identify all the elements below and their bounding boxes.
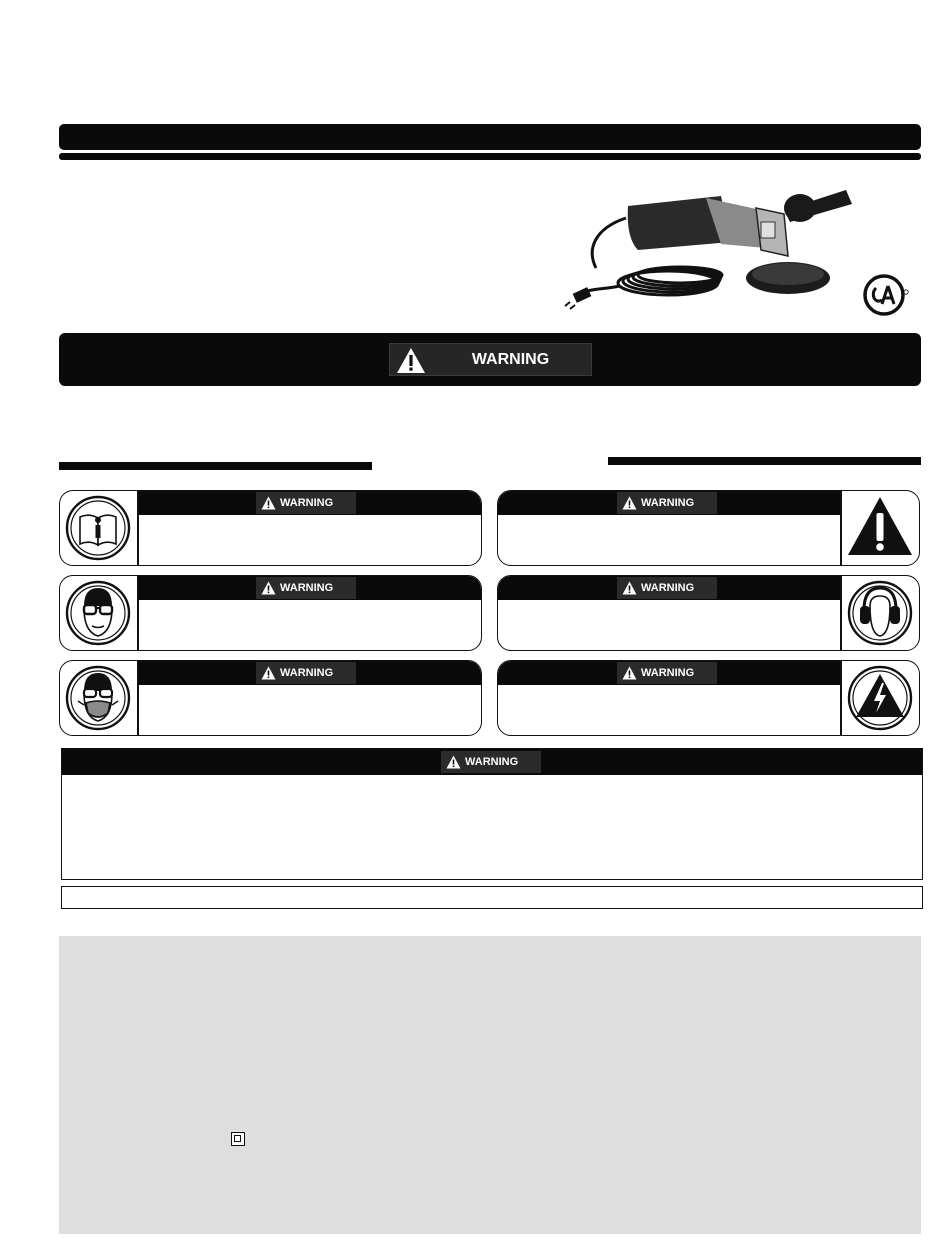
angle-grinder-illustration <box>556 178 856 318</box>
ear-protection-icon <box>842 576 919 651</box>
safety-panel-respiratory-protection <box>59 660 482 736</box>
warning-label: WARNING <box>471 351 550 368</box>
warning-chip <box>617 577 717 599</box>
csa-certification-icon <box>862 270 912 320</box>
warning-chip-label: WARNING <box>465 756 519 768</box>
warning-chip <box>617 492 717 514</box>
warning-chip-label: WARNING <box>280 497 334 509</box>
panel-header <box>138 576 481 600</box>
panel-header <box>498 491 841 515</box>
warning-chip <box>256 492 356 514</box>
warning-chip <box>256 662 356 684</box>
warning-chip <box>441 751 541 773</box>
panel-header <box>138 661 481 685</box>
panel-header <box>138 491 481 515</box>
warning-chip-label: WARNING <box>280 667 334 679</box>
safety-panel-hearing-protection <box>497 575 920 651</box>
specifications-panel <box>59 936 921 1234</box>
warning-chip-label: WARNING <box>641 667 695 679</box>
warning-triangle-icon <box>396 347 426 374</box>
general-warning-box <box>61 748 923 880</box>
warning-triangle-icon <box>622 666 637 680</box>
section-rule-left <box>59 462 372 470</box>
warning-triangle-icon <box>261 581 276 595</box>
dust-mask-icon <box>60 661 137 736</box>
electric-shock-icon <box>842 661 919 736</box>
warning-triangle-icon <box>261 496 276 510</box>
title-bar <box>59 124 921 150</box>
safety-panel-eye-protection <box>59 575 482 651</box>
safety-glasses-icon <box>60 576 137 651</box>
warning-triangle-icon <box>622 496 637 510</box>
warning-chip-label: WARNING <box>280 582 334 594</box>
warning-triangle-icon <box>622 581 637 595</box>
safety-panel-read-manual <box>59 490 482 566</box>
warning-triangle-icon <box>446 755 461 769</box>
title-rule <box>59 153 921 160</box>
panel-header <box>498 661 841 685</box>
warning-triangle-icon <box>261 666 276 680</box>
exclamation-icon <box>842 491 919 566</box>
panel-header <box>498 576 841 600</box>
warning-label-chip <box>389 343 592 376</box>
general-warning-header <box>62 749 922 775</box>
warning-chip <box>256 577 356 599</box>
safety-panel-electric-shock <box>497 660 920 736</box>
safety-panel-alert <box>497 490 920 566</box>
warning-chip-label: WARNING <box>641 497 695 509</box>
warning-chip-label: WARNING <box>641 582 695 594</box>
section-rule-right <box>608 457 921 465</box>
note-box <box>61 886 923 909</box>
warning-chip <box>617 662 717 684</box>
double-insulation-icon <box>231 1132 245 1146</box>
manual-info-icon <box>60 491 137 566</box>
